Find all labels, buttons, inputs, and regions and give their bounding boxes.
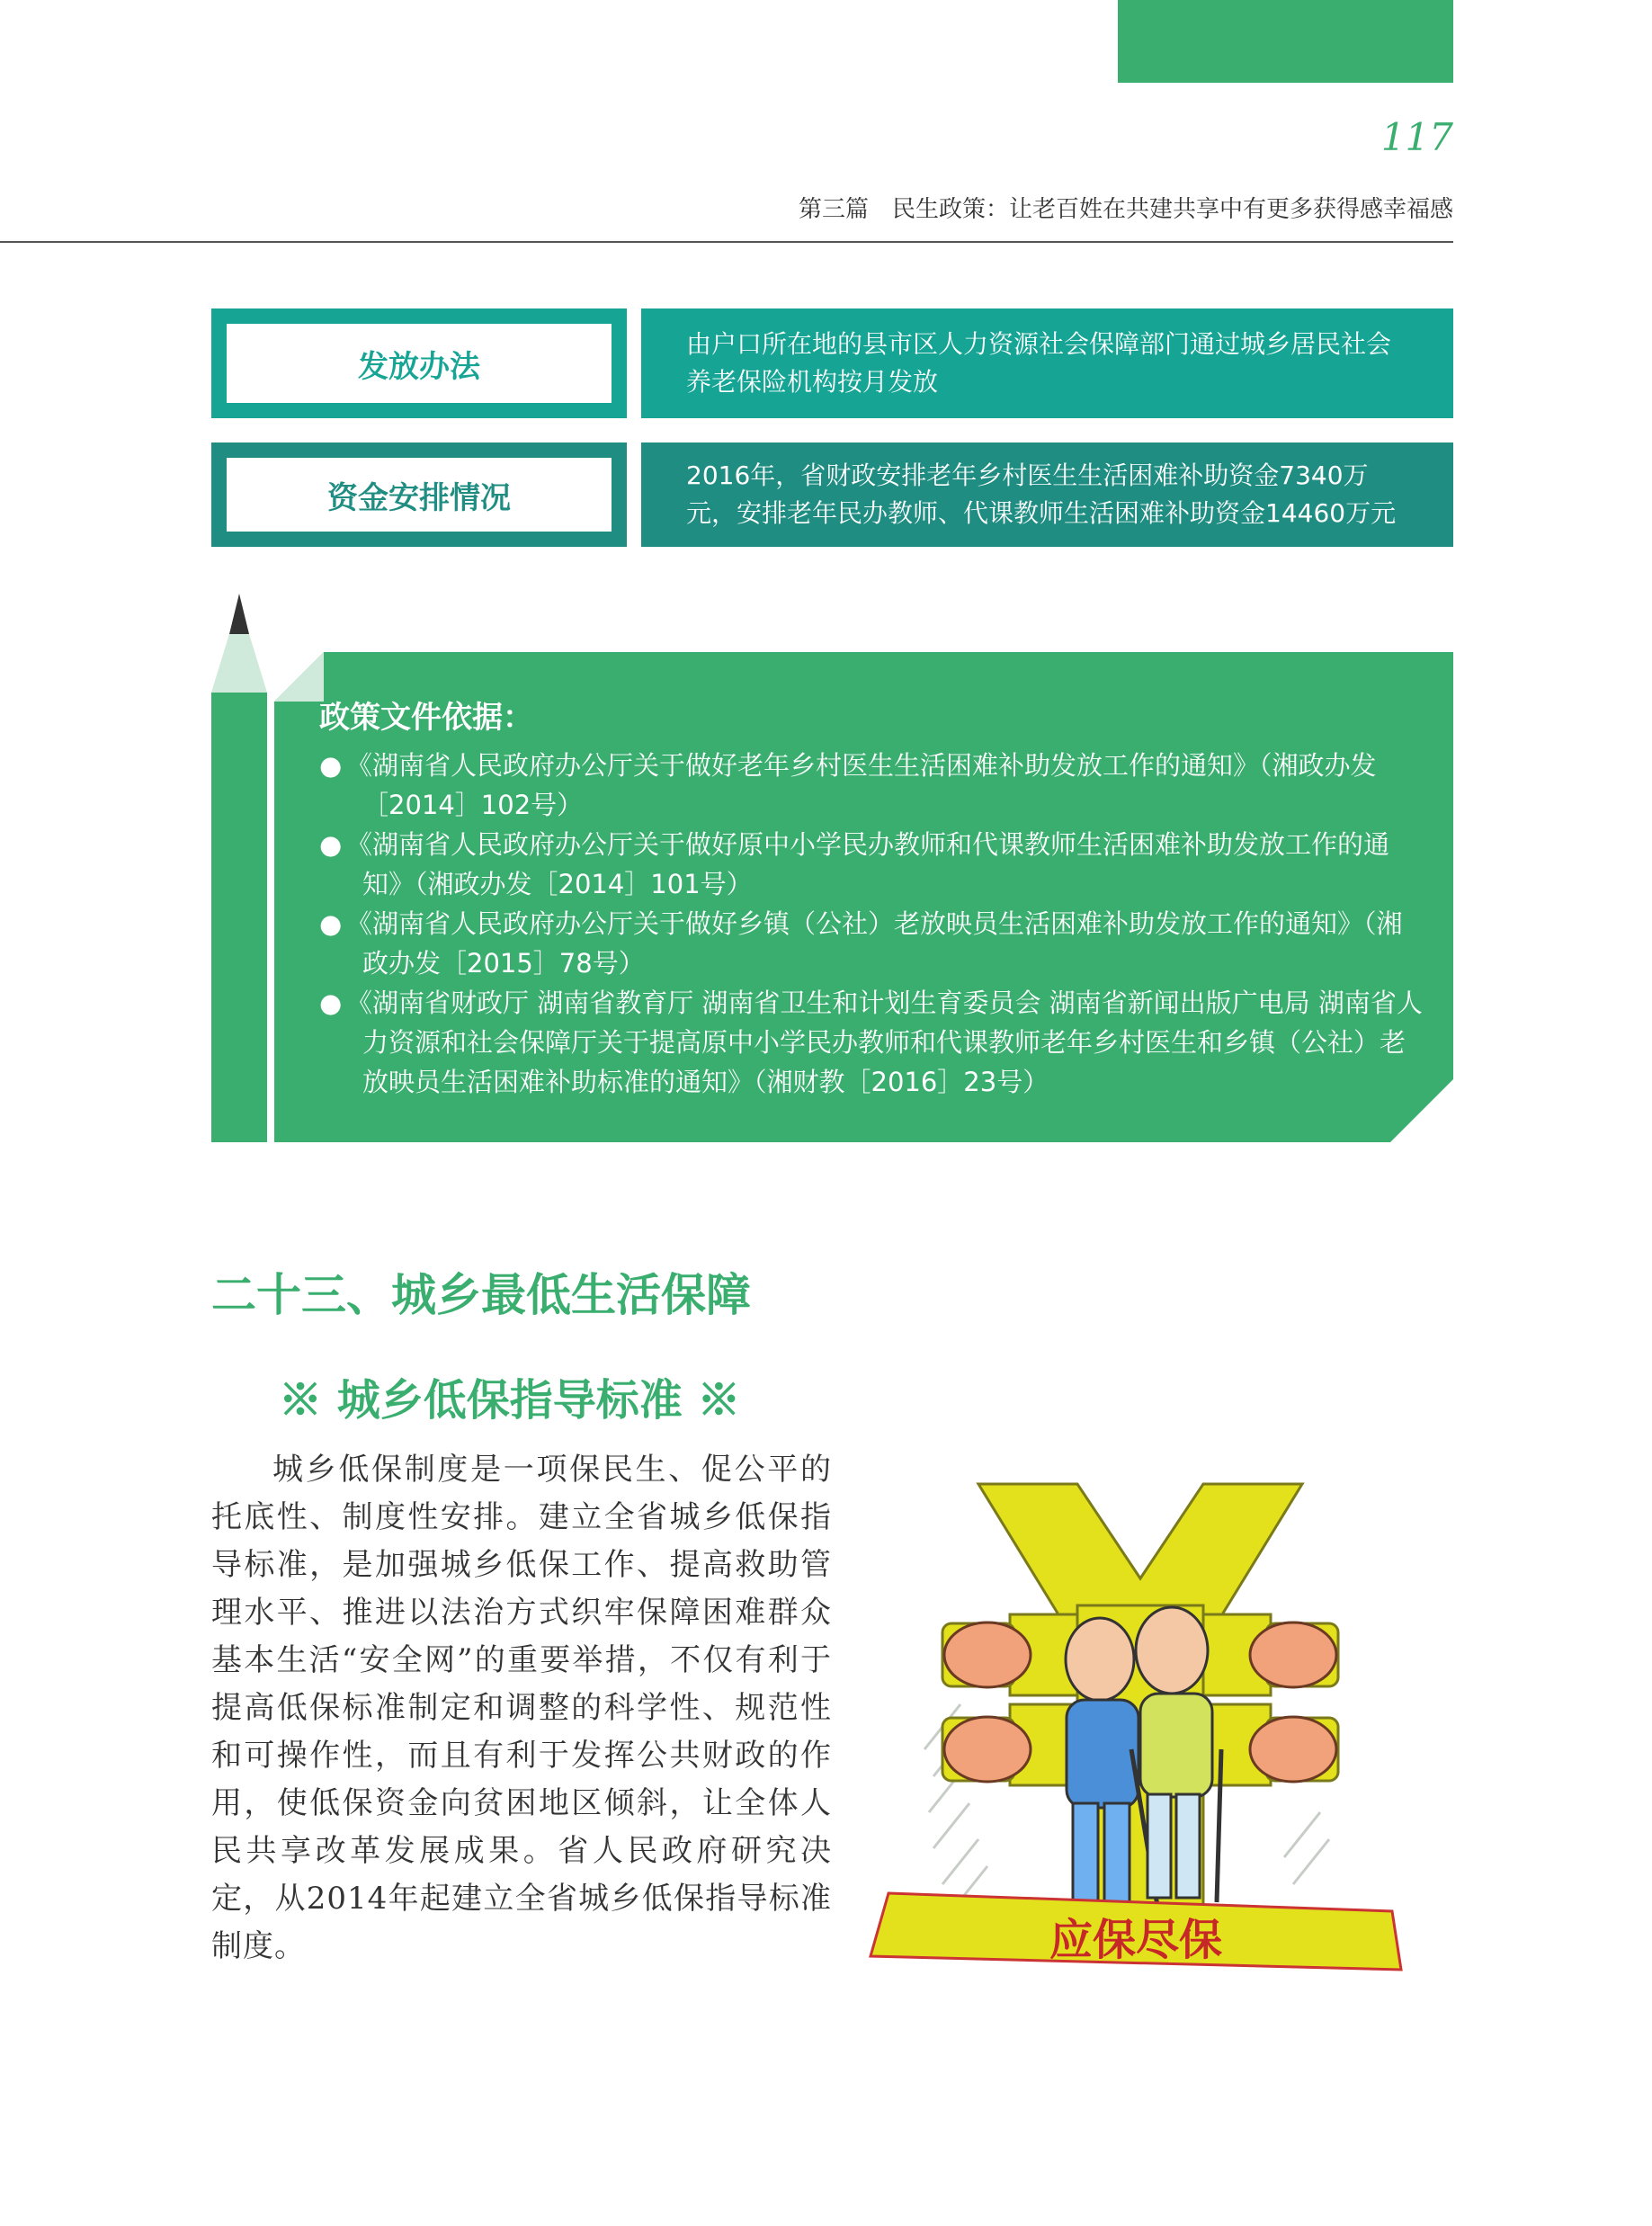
table-row-content-text: 由户口所在地的县市区人力资源社会保障部门通过城乡居民社会养老保险机构按月发放 <box>686 329 1392 397</box>
table-row-label: 发放办法 <box>227 324 612 403</box>
policy-list-item <box>319 746 1425 825</box>
policy-item-text: 《湖南省财政厅 湖南省教育厅 湖南省卫生和计划生育委员会 湖南省新闻出版广电局 湖南省人力资源和社会保障厅关于提高原中小学民办教师和代课教师老年乡村医生和乡镇（公社）老放映员生活困难补助标准的通知》（湘财教［2016］23号） <box>346 988 1423 1097</box>
bullet: ● <box>319 829 343 860</box>
corner-tab <box>1118 0 1453 83</box>
pencil-tip-icon <box>211 594 267 693</box>
bullet: ● <box>319 908 343 939</box>
table-row-content-text: 2016年，省财政安排老年乡村医生生活困难补助资金7340万元，安排老年民办教师、代课教师生活困难补助资金14460万元 <box>686 460 1397 528</box>
policy-item-text: 《湖南省人民政府办公厅关于做好老年乡村医生生活困难补助发放工作的通知》（湘政办发［2014］102号） <box>346 750 1377 820</box>
table-row-label: 资金安排情况 <box>227 458 612 532</box>
table-row-label-box <box>211 443 627 547</box>
section-title: 二十三、城乡最低生活保障 <box>211 1269 751 1321</box>
running-head: 第三篇 民生政策：让老百姓在共建共享中有更多获得感幸福感 <box>798 196 1453 223</box>
illustration-banner-text: 应保尽保 <box>1049 1915 1223 1965</box>
bullet: ● <box>319 988 343 1018</box>
page-number: 117 <box>1380 115 1453 159</box>
policy-list-item <box>319 904 1425 983</box>
table-row-content <box>641 443 1453 547</box>
pencil-body <box>211 693 267 1142</box>
policy-heading: 政策文件依据： <box>319 700 533 736</box>
policy-list-item <box>319 825 1425 904</box>
policy-content <box>319 693 1425 1102</box>
table-row-content <box>641 308 1453 418</box>
policy-item-text: 《湖南省人民政府办公厅关于做好乡镇（公社）老放映员生活困难补助发放工作的通知》（湘政办发［2015］78号） <box>346 908 1403 979</box>
section-subtitle: ※ 城乡低保指导标准 ※ <box>279 1375 741 1426</box>
body-paragraph: 城乡低保制度是一项保民生、促公平的托底性、制度性安排。建立全省城乡低保指导标准，是加强城乡低保工作、提高救助管理水平、推进以法治方式织牢保障困难群众基本生活“安全网”的重要举措，不仅有利于提高低保标准制定和调整的科学性、规范性和可操作性，而且有利于发挥公共财政的作用，使低保资金向贫困地区倾斜，让全体人民共享改革发展成果。省人民政府研究决定，从2014年起建立全省城乡低保指导标准制度。 <box>211 1452 832 1964</box>
policy-item-text: 《湖南省人民政府办公厅关于做好原中小学民办教师和代课教师生活困难补助发放工作的通知》（湘政办发［2014］101号） <box>346 829 1390 899</box>
header-rule <box>0 241 1453 243</box>
table-row-label-box <box>211 308 627 418</box>
policy-list-item <box>319 983 1425 1102</box>
bullet: ● <box>319 750 343 781</box>
illustration-yuan-elderly <box>862 1480 1419 2010</box>
